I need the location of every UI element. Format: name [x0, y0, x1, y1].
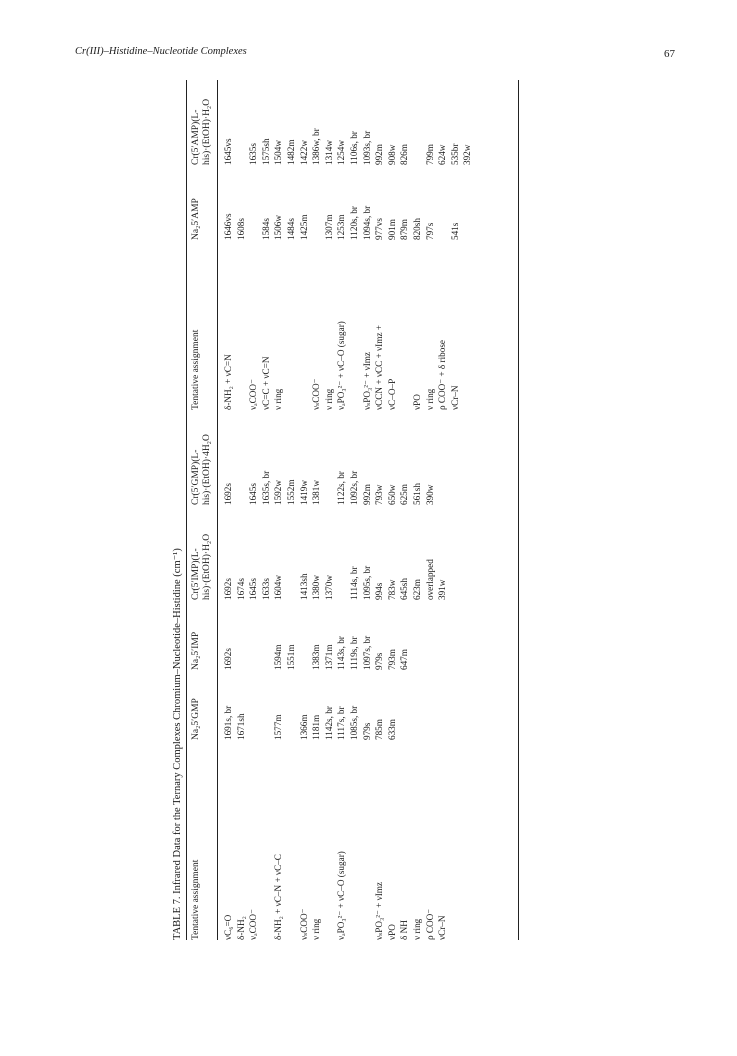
- table-cell: ρ COO⁻ + δ ribose: [437, 340, 448, 410]
- table-cell: 785m: [374, 719, 385, 740]
- table-cell: δ-NH₂: [235, 916, 246, 940]
- table-cell: 1692s: [223, 578, 233, 600]
- table-cell: 1551m: [285, 644, 296, 670]
- table-cell: 1425m: [298, 214, 309, 240]
- table-cell: 1506w: [273, 214, 284, 240]
- table-cell: 1413sh: [298, 573, 309, 600]
- table-cell: 1504w: [273, 139, 284, 165]
- table-cell: νₛPO₃²⁻ + νImz: [374, 881, 385, 940]
- rotated-table: [170, 80, 520, 940]
- table-cell: νCr–N: [437, 915, 448, 940]
- table-cell: νₐCOO⁻: [248, 909, 259, 940]
- header-na2-5gmp: Na₂5′GMP: [191, 698, 201, 740]
- table-cell: 1380w: [311, 574, 322, 600]
- table-cell: 1381w: [311, 479, 322, 505]
- column-cr-5imp-his: [222, 559, 449, 600]
- table-cell: 1383m: [311, 644, 322, 670]
- table-cell: 1092s, br: [348, 470, 359, 505]
- table-cell: 1314w: [323, 139, 334, 165]
- table-cell: 992m: [361, 484, 372, 505]
- table-cell: 994s: [374, 582, 385, 600]
- header-na2-5amp: Na₂5′AMP: [191, 198, 201, 240]
- header-cr-5gmp-his: Cr(5′GMP)(L-his)·(EtOH)·4H₂O: [191, 434, 212, 505]
- column-assignment-1: [222, 851, 449, 940]
- table-cell: 1142s, br: [323, 706, 334, 740]
- table-cell: νₛCOO⁻: [298, 908, 309, 940]
- table-cell: [247, 636, 260, 670]
- table-cell: 1645s: [248, 483, 259, 505]
- table-cell: 1575sh: [260, 138, 271, 165]
- table-cell: [436, 206, 449, 240]
- table-cell: 1482m: [285, 139, 296, 165]
- table-cell: 979s: [374, 652, 385, 670]
- table-cell: 645sh: [399, 578, 410, 600]
- table-cell: 1117s, br: [336, 706, 347, 740]
- table-cell: 879m: [399, 219, 410, 240]
- table-cell: νₐPO₃²⁻ + νC–O (sugar): [336, 851, 347, 940]
- table-cell: 1120s, br: [348, 206, 359, 240]
- table-cell: δ NH: [399, 920, 410, 940]
- table-cell: 1106s, br: [348, 131, 359, 165]
- table-cell: [260, 851, 273, 940]
- table-cell: 1594m: [273, 644, 284, 670]
- table-cell: νCCN + νCC + νImz +: [374, 325, 385, 410]
- table-cell: 647m: [399, 649, 410, 670]
- table-cell: νC=C + νC=N: [260, 356, 271, 410]
- header-cr-5amp-his: Cr(5′AMP)(L-his)·(EtOH)·H₂O: [191, 98, 212, 165]
- table-cell: νPO: [386, 924, 397, 940]
- table-cell: 797s: [424, 222, 435, 240]
- table-cell: [235, 471, 248, 505]
- table-cell: 1095s, br: [361, 565, 372, 600]
- table-header-row: [187, 80, 217, 940]
- table-cell: [285, 706, 298, 740]
- table-cell: [285, 321, 298, 410]
- table-cell: 1608s: [235, 218, 246, 240]
- table-cell: [247, 206, 260, 240]
- column-assignment-2: [222, 321, 461, 410]
- table-cell: 793m: [386, 649, 397, 670]
- table-body: [218, 80, 518, 940]
- table-cell: 1633s: [260, 578, 271, 600]
- table-cell: 1253m: [336, 214, 347, 240]
- table-cell: 1307m: [323, 214, 334, 240]
- table-cell: ν ring: [424, 388, 435, 410]
- table-cell: [323, 851, 336, 940]
- table-cell: 1422w: [298, 139, 309, 165]
- table-cell: 1671sh: [235, 713, 246, 740]
- header-tentative-assignment-2: Tentative assignment: [191, 329, 201, 410]
- table-cell: [436, 471, 449, 505]
- table-cell: δ-NH₂ + νC=N: [223, 354, 233, 410]
- table-cell: 1635s, br: [260, 470, 271, 505]
- table-cell: [398, 321, 411, 410]
- table-cell: 1366m: [298, 714, 309, 740]
- table-cell: 535br: [449, 143, 460, 165]
- table-cell: νC₆=O: [223, 914, 233, 940]
- table-cell: 1604w: [273, 574, 284, 600]
- table-cell: 799m: [424, 144, 435, 165]
- table-cell: [247, 706, 260, 740]
- table-cell: νₛPO₃²⁻ + νImz: [361, 351, 372, 410]
- table-cell: [348, 851, 361, 940]
- header-na2-5imp: Na₂5′IMP: [191, 631, 201, 670]
- table-cell: ν ring: [323, 388, 334, 410]
- table-cell: ν ring: [311, 918, 322, 940]
- table-caption: TABLE 7. Infrared Data for the Ternary Complexes Chromium–Nucleotide–Histidine (cm⁻¹): [172, 548, 183, 940]
- table-cell: [335, 559, 348, 600]
- table-cell: ν ring: [273, 388, 284, 410]
- table-cell: νC–O–P: [386, 378, 397, 410]
- table-cell: [436, 706, 449, 740]
- table-cell: 1635s: [248, 143, 259, 165]
- table-cell: [348, 321, 361, 410]
- table-cell: 1122s, br: [336, 471, 347, 505]
- table-cell: 1419w: [298, 479, 309, 505]
- table-cell: [298, 636, 311, 670]
- table-cell: 1097s, br: [361, 635, 372, 670]
- table-cell: 391w: [437, 579, 448, 600]
- table-cell: νₛCOO⁻: [311, 378, 322, 410]
- table-cell: [436, 636, 449, 670]
- table-cell: 979s: [361, 722, 372, 740]
- table-cell: 977vs: [374, 218, 385, 240]
- table-cell: 1577m: [273, 714, 284, 740]
- table-cell: [411, 636, 424, 670]
- table-cell: 1691s, br: [223, 705, 233, 740]
- table-cell: 1674s: [235, 578, 246, 600]
- table-cell: νCr–N: [449, 385, 460, 410]
- column-cr-5gmp-his: [222, 471, 449, 505]
- table-cell: 650w: [386, 484, 397, 505]
- table-cell: 1646vs: [223, 213, 233, 240]
- table-cell: 1370w: [323, 574, 334, 600]
- header-tentative-assignment-1: Tentative assignment: [191, 859, 201, 940]
- table-cell: 793w: [374, 484, 385, 505]
- table-cell: 1386w, br: [311, 128, 322, 165]
- table-cell: 1592w: [273, 479, 284, 505]
- column-cr-5amp-his: [222, 128, 474, 165]
- table-bottom-rule: [518, 80, 519, 940]
- table-cell: [260, 636, 273, 670]
- column-na2-5amp: [222, 206, 461, 240]
- header-cr-5imp-his: Cr(5′IMP)(L-his)·(EtOH)·H₂O: [191, 533, 212, 600]
- table-cell: 826m: [399, 144, 410, 165]
- table-cell: 624w: [437, 144, 448, 165]
- table-cell: [285, 851, 298, 940]
- table-cell: 1181m: [311, 714, 322, 740]
- table-cell: 561sh: [411, 483, 422, 505]
- table-cell: 1254w: [336, 139, 347, 165]
- page-number: 67: [664, 48, 675, 60]
- table-cell: [285, 559, 298, 600]
- table-cell: 1093s, br: [361, 130, 372, 165]
- table-cell: ρ COO⁻: [424, 908, 435, 940]
- table-cell: 1645vs: [223, 138, 233, 165]
- table-cell: [398, 706, 411, 740]
- table-cell: overlapped: [424, 559, 435, 600]
- table-cell: [310, 206, 323, 240]
- running-head: Cr(III)–Histidine–Nucleotide Complexes: [75, 46, 247, 57]
- table-cell: 1645s: [248, 578, 259, 600]
- table-cell: 1484s: [285, 218, 296, 240]
- table-cell: [235, 128, 248, 165]
- table-cell: 908w: [386, 144, 397, 165]
- table-cell: δ-NH₂ + νC–N + νC–C: [273, 854, 284, 940]
- table-cell: [235, 636, 248, 670]
- table-cell: 623m: [411, 579, 422, 600]
- table-cell: 1143s, br: [336, 636, 347, 670]
- table-cell: 1371m: [323, 644, 334, 670]
- table-cell: 1692s: [223, 483, 233, 505]
- table-cell: [411, 706, 424, 740]
- table-cell: 992m: [374, 144, 385, 165]
- table-cell: 820sh: [411, 218, 422, 240]
- table-cell: 1094s, br: [361, 205, 372, 240]
- table-cell: νₐCOO⁻: [248, 379, 259, 410]
- table-cell: 541s: [449, 222, 460, 240]
- table-cell: νPO: [411, 394, 422, 410]
- table-cell: [323, 471, 336, 505]
- table-cell: [361, 851, 374, 940]
- table-cell: 1114s, br: [348, 566, 359, 600]
- table-cell: 625m: [399, 484, 410, 505]
- column-na2-5imp: [222, 636, 449, 670]
- column-na2-5gmp: [222, 706, 449, 740]
- table-cell: νₐPO₃²⁻ + νC–O (sugar): [336, 321, 347, 410]
- table-cell: 1119s, br: [348, 636, 359, 670]
- table-cell: 783w: [386, 579, 397, 600]
- table-cell: ν ring: [411, 918, 422, 940]
- table-cell: 633m: [386, 719, 397, 740]
- table-cell: [424, 706, 437, 740]
- table-cell: 390w: [424, 484, 435, 505]
- table-cell: [260, 706, 273, 740]
- table-cell: 1692s: [223, 648, 233, 670]
- table-cell: 1552m: [285, 479, 296, 505]
- table-cell: [298, 321, 311, 410]
- table-cell: 901m: [386, 219, 397, 240]
- table-cell: 392w: [462, 144, 473, 165]
- table-cell: 1584s: [260, 218, 271, 240]
- table-cell: [235, 321, 248, 410]
- table-cell: [411, 128, 424, 165]
- table-cell: [424, 636, 437, 670]
- table-cell: 1085s, br: [348, 705, 359, 740]
